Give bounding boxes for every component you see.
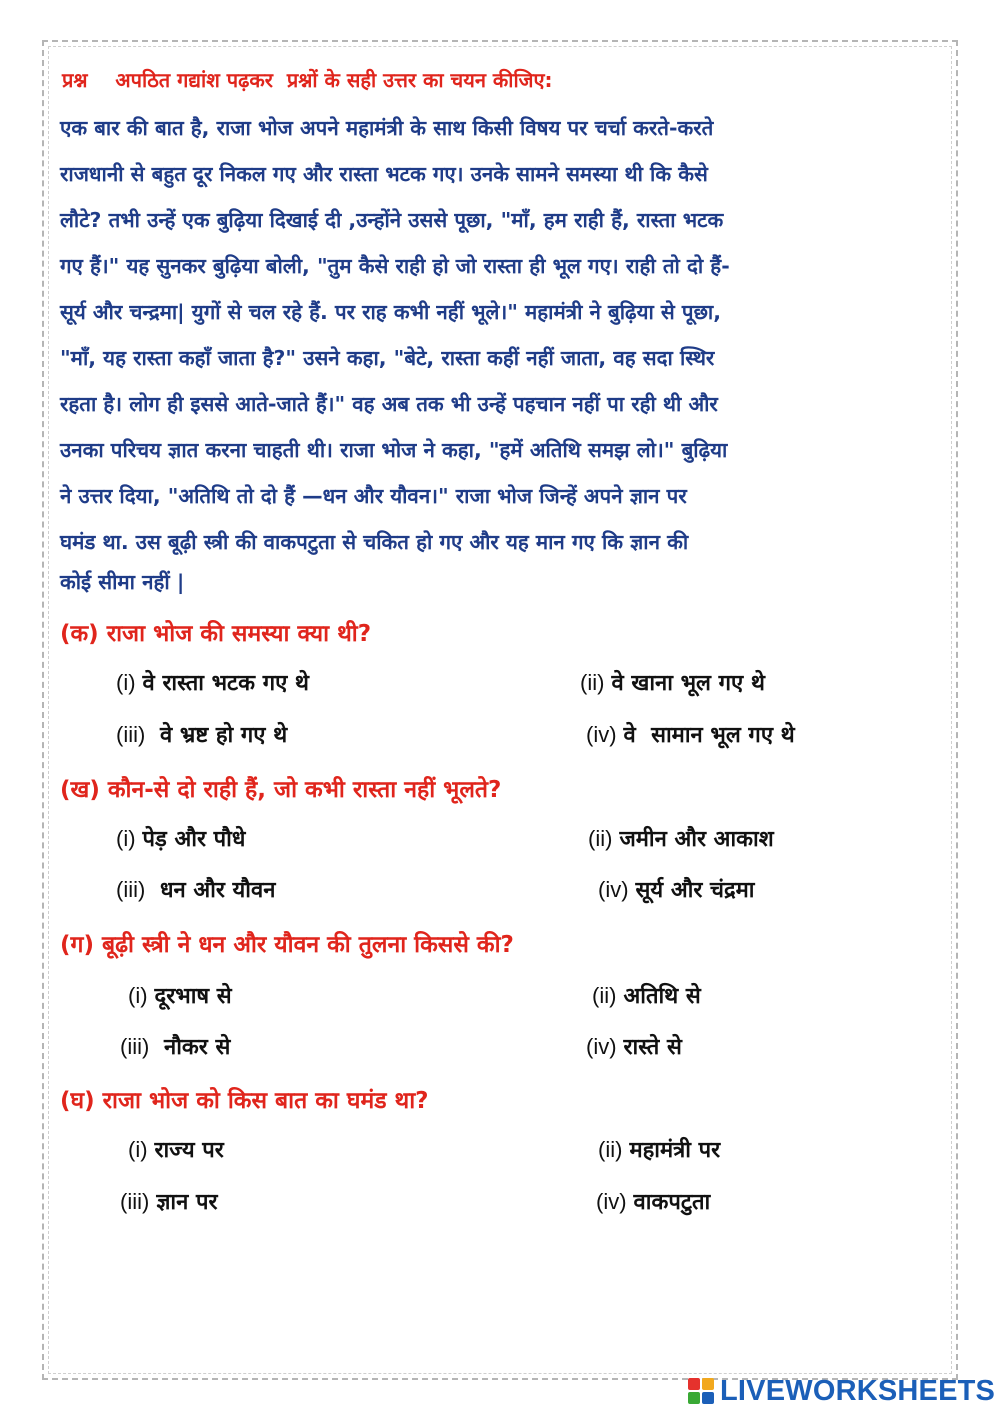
option-text: जमीन और आकाश [619,827,774,852]
passage-line: लौटे? तभी उन्हें एक बुढ़िया दिखाई दी ,उन्होंने उससे पूछा, "माँ, हम राही हैं, रास्ता भटक [60,208,724,232]
option-number: (ii) [598,1137,623,1162]
passage-line: कोई सीमा नहीं | [60,570,185,594]
passage-line: "माँ, यह रास्ता कहाँ जाता है?" उसने कहा, "बेटे, रास्ता कहीं नहीं जाता, वह सदा स्थिर [60,346,715,370]
liveworksheets-logo-icon [688,1378,714,1404]
option-text: वे सामान भूल गए थे [623,723,795,748]
worksheet-heading: प्रश्न अपठित गद्यांश पढ़कर प्रश्नों के सही उत्तर का चयन कीजिए: [62,68,553,92]
passage-line: ने उत्तर दिया, "अतिथि तो दो हैं —धन और यौवन।" राजा भोज जिन्हें अपने ज्ञान पर [60,484,687,508]
option-number: (iv) [586,1034,617,1059]
passage-line: सूर्य और चन्द्रमा| युगों से चल रहे हैं. पर राह कभी नहीं भूले।" महामंत्री ने बुढ़िया से पूछा, [60,300,722,324]
option-text: पेड़ और पौधे [142,827,246,852]
option-text: महामंत्री पर [629,1138,721,1163]
option-ga-ii[interactable] [592,980,701,1010]
passage-line: घमंड था. उस बूढ़ी स्त्री की वाकपटुता से चकित हो गए और यह मान गए कि ज्ञान की [60,530,689,554]
option-gha-iv[interactable] [596,1186,710,1216]
option-text: वे खाना भूल गए थे [611,671,765,696]
option-kha-i[interactable] [116,823,245,853]
option-ga-iv[interactable] [586,1031,682,1061]
option-text: रास्ते से [623,1035,682,1060]
passage-line: गए हैं।" यह सुनकर बुढ़िया बोली, "तुम कैसे राही हो जो रास्ता ही भूल गए। राही तो दो हैं- [60,254,730,278]
passage-line: एक बार की बात है, राजा भोज अपने महामंत्री के साथ किसी विषय पर चर्चा करते-करते [60,116,714,140]
question-gha: (घ) राजा भोज को किस बात का घमंड था? [60,1088,429,1114]
option-number: (ii) [580,670,605,695]
option-text: वाकपटुता [633,1190,711,1215]
option-number: (i) [128,983,148,1008]
option-text: सूर्य और चंद्रमा [635,878,755,903]
passage-line: रहता है। लोग ही इससे आते-जाते हैं।" वह अब तक भी उन्हें पहचान नहीं पा रही थी और [60,392,718,416]
option-ka-iv[interactable] [586,719,795,749]
option-gha-i[interactable] [128,1134,224,1164]
option-number: (iv) [598,877,629,902]
option-kha-ii[interactable] [588,823,774,853]
option-text: अतिथि से [623,984,701,1009]
option-ka-iii[interactable] [116,719,287,749]
option-ga-i[interactable] [128,980,232,1010]
question-kha: (ख) कौन-से दो राही हैं, जो कभी रास्ता नहीं भूलते? [60,777,502,803]
option-text: धन और यौवन [152,878,276,903]
option-text: ज्ञान पर [156,1190,218,1215]
question-ka: (क) राजा भोज की समस्या क्या थी? [60,621,372,647]
passage-line: राजधानी से बहुत दूर निकल गए और रास्ता भटक गए। उनके सामने समस्या थी कि कैसे [60,162,708,186]
option-text: दूरभाष से [154,984,232,1009]
option-number: (i) [128,1137,148,1162]
option-number: (iv) [596,1189,627,1214]
option-number: (ii) [588,826,613,851]
liveworksheets-logo[interactable] [688,1373,995,1409]
option-text: राज्य पर [154,1138,224,1163]
passage-line: उनका परिचय ज्ञात करना चाहती थी। राजा भोज ने कहा, "हमें अतिथि समझ लो।" बुढ़िया [60,438,728,462]
option-number: (iii) [120,1034,150,1059]
option-gha-iii[interactable] [120,1186,218,1216]
option-number: (ii) [592,983,617,1008]
option-text: नौकर से [156,1035,231,1060]
option-kha-iii[interactable] [116,874,275,904]
option-ka-i[interactable] [116,667,309,697]
option-gha-ii[interactable] [598,1134,720,1164]
option-ka-ii[interactable] [580,667,765,697]
option-number: (i) [116,826,136,851]
option-text: वे भ्रष्ट हो गए थे [152,723,288,748]
option-number: (i) [116,670,136,695]
option-kha-iv[interactable] [598,874,755,904]
option-number: (iv) [586,722,617,747]
option-text: वे रास्ता भटक गए थे [142,671,309,696]
option-number: (iii) [116,877,146,902]
option-number: (iii) [120,1189,150,1214]
option-ga-iii[interactable] [120,1031,230,1061]
logo-text: LIVEWORKSHEETS [720,1374,996,1407]
option-number: (iii) [116,722,146,747]
page-border-inner [48,46,952,1374]
question-ga: (ग) बूढ़ी स्त्री ने धन और यौवन की तुलना किससे की? [60,932,514,958]
